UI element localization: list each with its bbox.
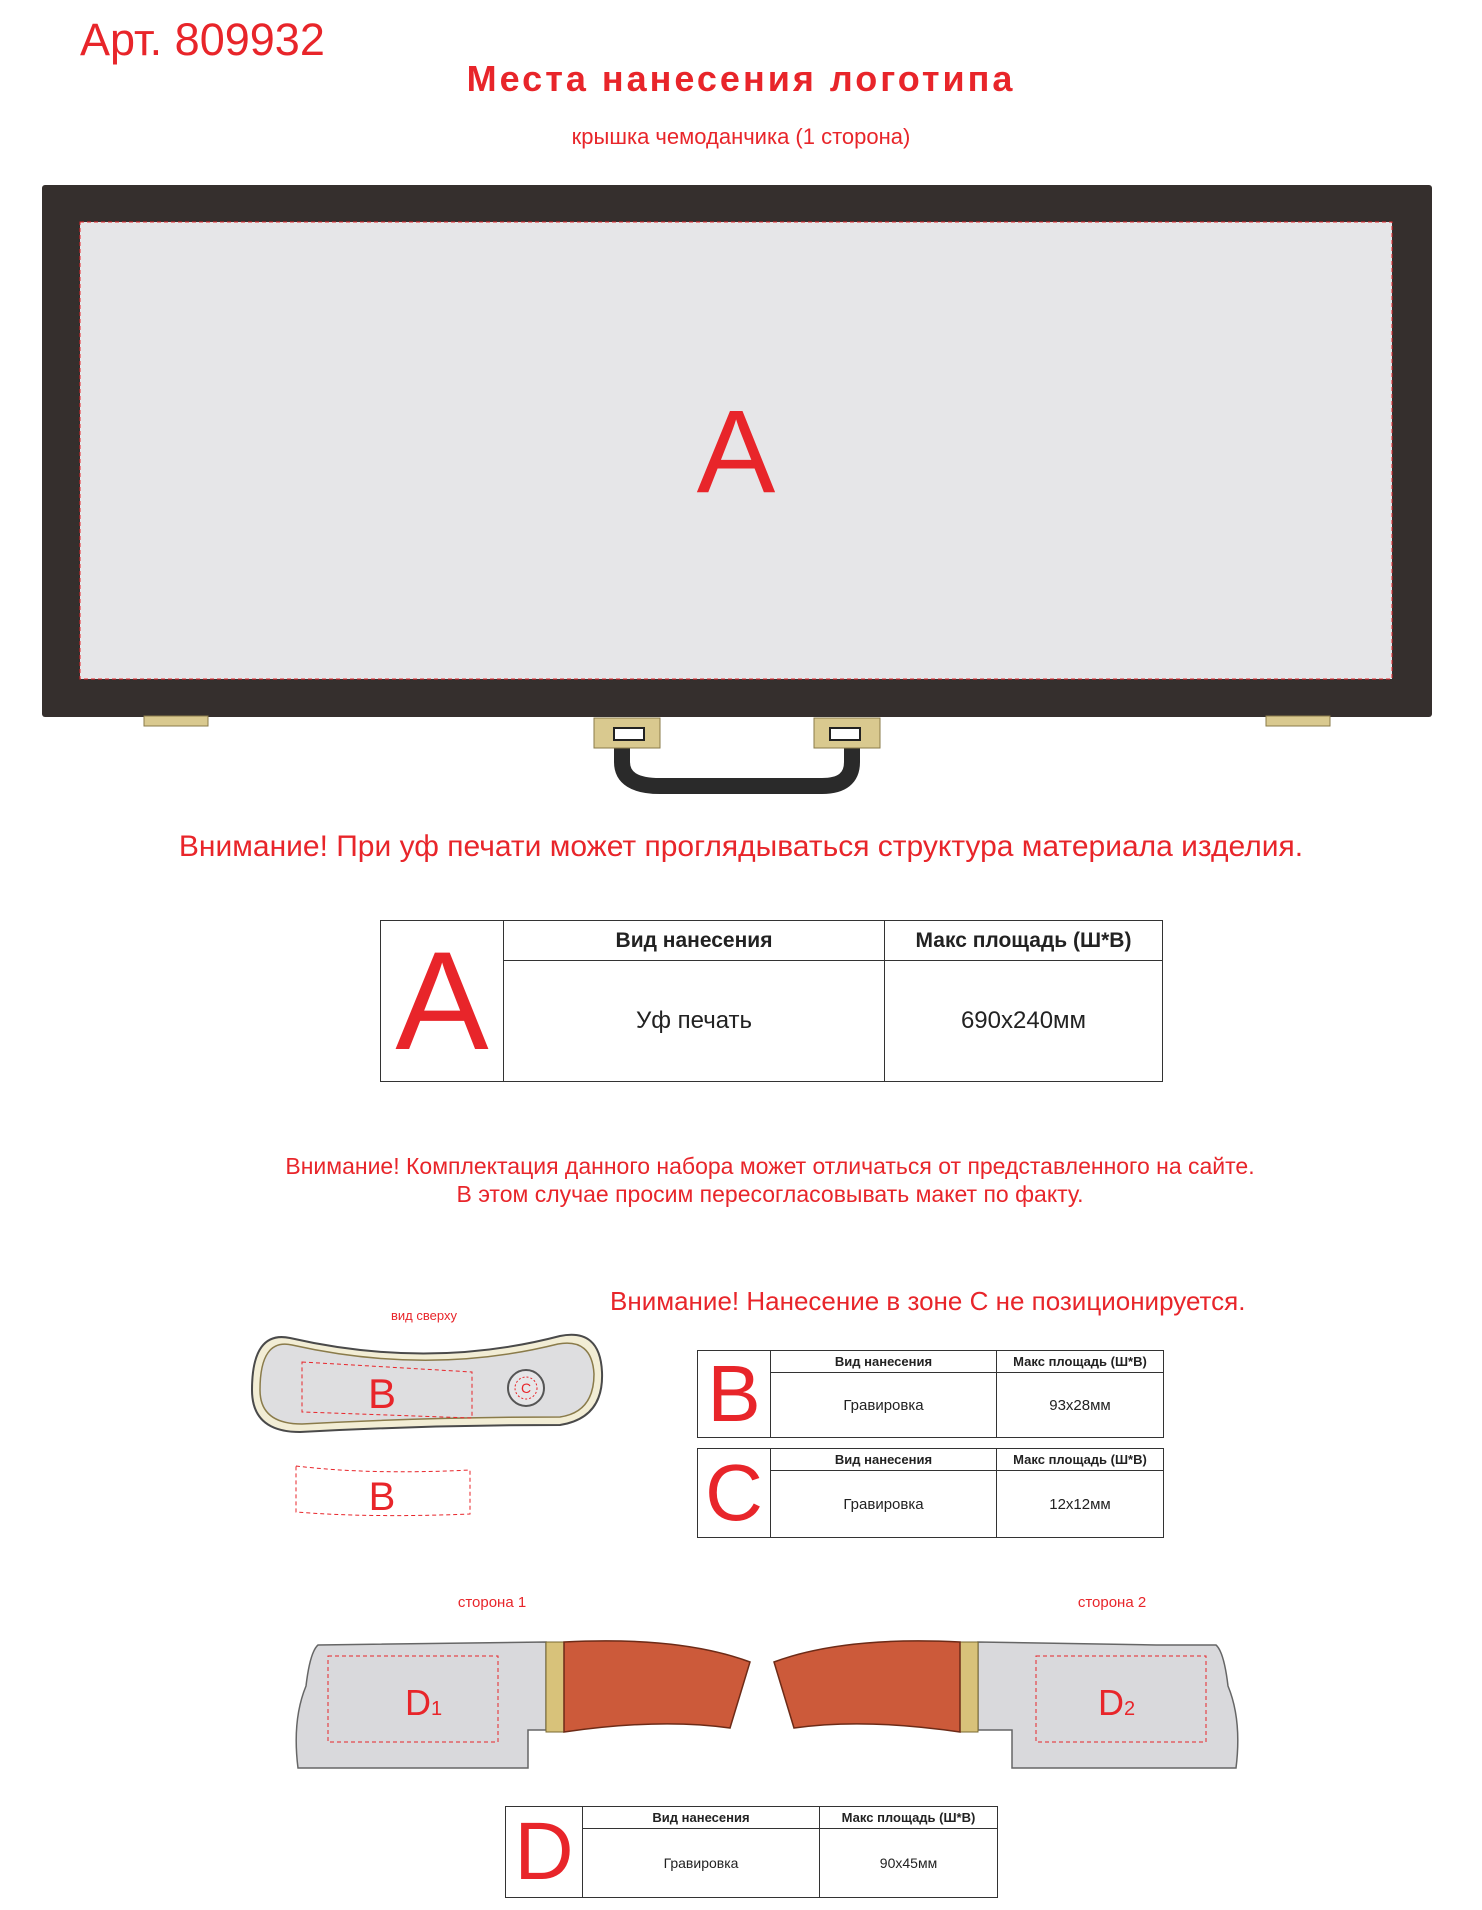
zone-b2-label: B (368, 1475, 396, 1519)
spec-table-d (505, 1806, 998, 1898)
table-d-letter: D (514, 1806, 574, 1897)
article-number: Арт. 809932 (80, 14, 325, 65)
zone-d2-letter: D (1098, 1682, 1124, 1723)
zone-d1-letter: D (405, 1682, 431, 1723)
side2-label: сторона 2 (1077, 1594, 1147, 1611)
zone-c-label: C (520, 1380, 532, 1396)
table-b-area: 93x28мм (997, 1373, 1164, 1438)
kit-warning-line2: В этом случае просим пересогласовывать макет по факту. (456, 1181, 1084, 1207)
zone-a-label: A (696, 386, 776, 518)
knife1-handle (564, 1641, 750, 1732)
table-d-method: Гравировка (583, 1829, 820, 1898)
table-c-method: Гравировка (771, 1471, 997, 1538)
handle-mount-left-slot (614, 728, 644, 740)
page-title: Места нанесения логотипа (466, 58, 1016, 99)
zone-d2-sub: 2 (1124, 1698, 1136, 1720)
table-a-letter: A (395, 922, 489, 1079)
handle-mount-right-slot (830, 728, 860, 740)
spec-table-a (380, 920, 1163, 1082)
table-a-letter-cell (381, 921, 504, 1082)
side1-label: сторона 1 (457, 1594, 527, 1611)
table-c-letter-cell (698, 1449, 771, 1538)
table-d-header-area: Макс площадь (Ш*В) (820, 1807, 998, 1829)
spec-table-c (697, 1448, 1164, 1538)
table-b-letter: B (707, 1349, 761, 1438)
knife2-bolster (960, 1642, 978, 1732)
case-foot-left (144, 716, 208, 726)
page-subtitle: крышка чемоданчика (1 сторона) (571, 124, 911, 149)
table-a-area: 690x240мм (885, 961, 1163, 1082)
table-a-header-method: Вид нанесения (504, 921, 885, 961)
knife1-bolster (546, 1642, 564, 1732)
table-b-header-method: Вид нанесения (771, 1351, 997, 1373)
table-c-letter: C (705, 1448, 763, 1537)
knife-side-views (0, 1590, 1482, 1790)
table-a-method: Уф печать (504, 961, 885, 1082)
knife2-handle (774, 1641, 960, 1732)
top-view-illustration (230, 1300, 630, 1530)
top-view-label: вид сверху (391, 1308, 457, 1323)
table-b-header-area: Макс площадь (Ш*В) (997, 1351, 1164, 1373)
kit-warning (0, 1152, 1482, 1208)
uv-warning: Внимание! При уф печати может проглядываться структура материала изделия. (178, 830, 1304, 863)
table-c-header-area: Макс площадь (Ш*В) (997, 1449, 1164, 1471)
case-lid-illustration (0, 0, 1482, 800)
zone-c-warning: Внимание! Нанесение в зоне С не позиционируется. (610, 1286, 1246, 1316)
table-d-letter-cell (506, 1807, 583, 1898)
spec-table-b (697, 1350, 1164, 1438)
zone-b-label: B (367, 1370, 397, 1417)
zone-d1-sub: 1 (431, 1698, 443, 1720)
table-b-method: Гравировка (771, 1373, 997, 1438)
table-c-area: 12x12мм (997, 1471, 1164, 1538)
table-a-header-area: Макс площадь (Ш*В) (885, 921, 1163, 961)
table-c-header-method: Вид нанесения (771, 1449, 997, 1471)
knife-side1 (296, 1641, 750, 1768)
table-d-area: 90x45мм (820, 1829, 998, 1898)
knife-side2 (774, 1641, 1238, 1768)
table-d-header-method: Вид нанесения (583, 1807, 820, 1829)
case-foot-right (1266, 716, 1330, 726)
kit-warning-line1: Внимание! Комплектация данного набора может отличаться от представленного на сайте. (285, 1153, 1255, 1179)
table-b-letter-cell (698, 1351, 771, 1438)
